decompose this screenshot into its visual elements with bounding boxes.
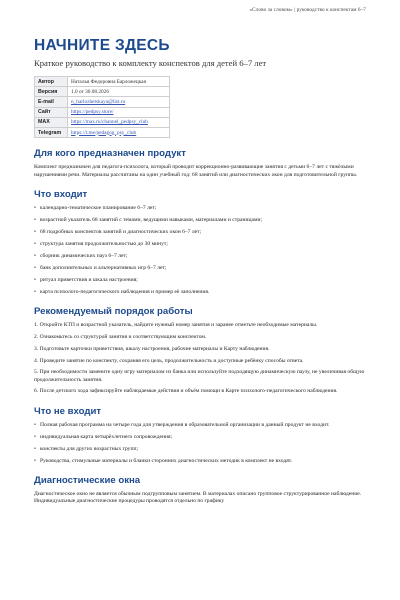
step-item: 5. При необходимости замените одну игру материалом из банка или используйте подходящую динамическую паузу, не увеличивая общую продолжительность занятия. xyxy=(34,369,365,383)
step-item: 6. После детского хода зафиксируйте наблюдаемые действия и объём помощи в Карте психолого-педагогического наблюдения. xyxy=(34,388,338,395)
section-heading-windows: Диагностические окна xyxy=(34,474,141,486)
windows-text: Диагностическое окно не является обычным подгрупповым занятием. В материалах описано групповое структурированное наблюдение. Индивидуальные диагностические процедуры проводятся отдельно по графику xyxy=(34,490,362,505)
meta-key: E-mail xyxy=(35,97,68,107)
meta-author-value: Наталья Федоровна Барложецкая xyxy=(68,77,170,87)
step-item: 2. Ознакомьтесь со структурой занятия и соответствующим конспектом. xyxy=(34,334,207,341)
list-item: • конспекты для других возрастных групп; xyxy=(34,446,366,453)
email-link[interactable]: n_barlozhetskaya@list.ru xyxy=(68,97,170,107)
page-subtitle: Краткое руководство к комплекту конспектов для детей 6–7 лет xyxy=(34,58,267,68)
meta-row-author xyxy=(35,77,170,87)
list-item: • банк дополнительных и альтернативных игр 6–7 лет; xyxy=(34,265,366,272)
max-link[interactable]: https://max.ru/channel_pedpsy_club xyxy=(68,117,170,127)
list-item: • возрастной указатель 68 занятий с темами, ведущими навыками, материалами и страницами; xyxy=(34,217,366,224)
section-heading-excluded: Что не входит xyxy=(34,405,102,417)
step-item: 4. Проведите занятие по конспекту, сохраняя его цель, продолжительность и доступные ребёнку способы ответа. xyxy=(34,357,304,364)
list-item: • индивидуальная карта четырёхлетнего сопровождения; xyxy=(34,434,366,441)
meta-row-version xyxy=(35,87,170,97)
list-item: • календарно-тематическое планирование 6–7 лет; xyxy=(34,205,366,212)
running-header: «Слово за словом» | руководство к конспектам 6–7 xyxy=(249,7,366,13)
meta-version-value: 1.0 от 30.08.2026 xyxy=(68,87,170,97)
meta-key: MAX xyxy=(35,117,68,127)
meta-key: Сайт xyxy=(35,107,68,117)
site-link[interactable]: https://pedpsy.store/ xyxy=(68,107,170,117)
list-item: • структура занятия продолжительностью до 30 минут; xyxy=(34,241,366,248)
list-item: • ритуал приветствия и шкала настроения; xyxy=(34,277,366,284)
list-item: • 68 подробных конспектов занятий и диагностических окон 6–7 лет; xyxy=(34,229,366,236)
meta-key: Telegram xyxy=(35,128,68,138)
order-steps-list xyxy=(34,322,366,395)
meta-key: Версия xyxy=(35,87,68,97)
meta-row-site xyxy=(35,107,170,117)
meta-row-email xyxy=(35,97,170,107)
meta-row-telegram xyxy=(35,128,170,138)
page-title: НАЧНИТЕ ЗДЕСЬ xyxy=(34,37,170,54)
excluded-list xyxy=(34,422,366,465)
meta-row-max xyxy=(35,117,170,127)
list-item: • Руководства, стимульные материалы и бланки сторонних диагностических методик в комплект не входят. xyxy=(34,458,366,465)
section-heading-order: Рекомендуемый порядок работы xyxy=(34,306,193,318)
meta-key: Автор xyxy=(35,77,68,87)
list-item: • Полная рабочая программа на четыре года для утверждения в образовательной организации в данный продукт не входит. xyxy=(34,422,366,429)
section-heading-includes: Что входит xyxy=(34,189,88,201)
step-item: 3. Подготовьте карточки приветствия, шкалу настроения, рабочие материалы и Карту наблюдения. xyxy=(34,345,270,352)
list-item: • сборник динамических пауз 6–7 лет; xyxy=(34,253,366,260)
section-heading-audience: Для кого предназначен продукт xyxy=(34,148,186,160)
meta-table xyxy=(34,76,170,138)
includes-list xyxy=(34,205,366,296)
list-item: • карта психолого-педагогического наблюдения и пример её заполнения. xyxy=(34,289,366,296)
step-item: 1. Откройте КТП и возрастной указатель, найдите нужный номер занятия и заранее отметьте необходимые материалы. xyxy=(34,322,318,329)
audience-text: Комплект предназначен для педагога-психолога, который проводит коррекционно-развивающие занятия с детьми 6–7 лет с тяжёлыми нарушениями речи. Материалы рассчитаны на один учебный год: 68 занятий или диагностических окон для подготовительной группы. xyxy=(34,164,358,178)
telegram-link[interactable]: https://t.me/pedagog_psy_club xyxy=(68,128,170,138)
